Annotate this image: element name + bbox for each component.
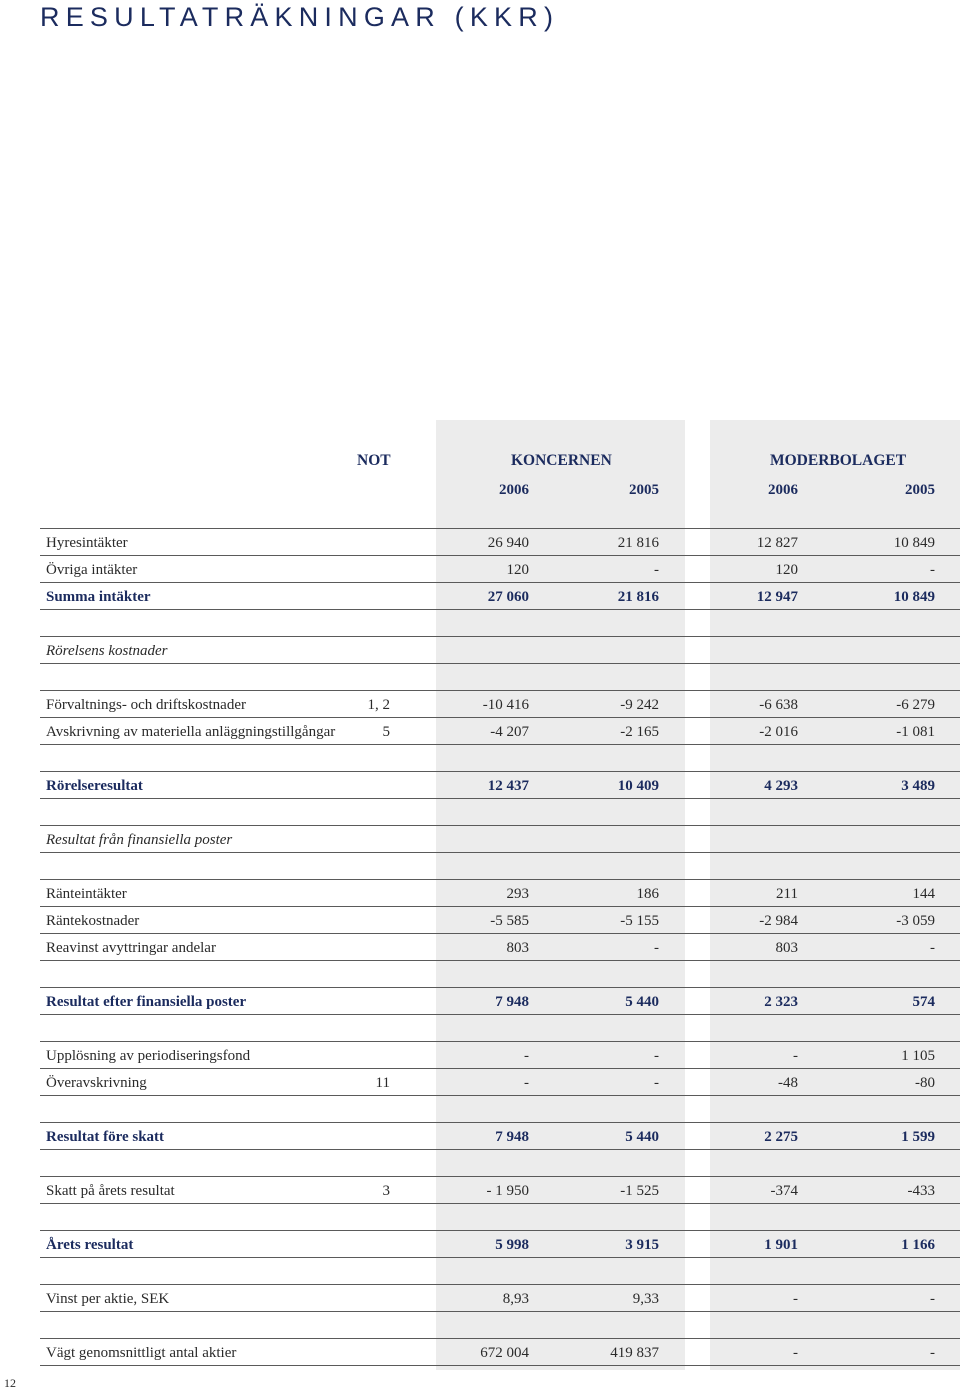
koncernen-2005-value: -1 525 [620,1183,659,1199]
koncernen-2006-value: 7 948 [495,994,529,1010]
moderbolaget-2005-value: -6 279 [896,697,935,713]
table-row [0,935,960,961]
row-label: Vinst per aktie, SEK [46,1291,170,1307]
moderbolaget-2006-value: -6 638 [759,697,798,713]
koncernen-2006-value: - 1 950 [486,1183,529,1199]
moderbolaget-2006-value: 4 293 [764,778,798,794]
koncernen-2005-value: 10 409 [617,778,659,794]
row-label: Rörelseresultat [46,778,143,794]
table-row [0,638,960,664]
moderbolaget-2005-value: -1 081 [896,724,935,740]
row-label: Reavinst avyttringar andelar [46,940,216,956]
koncernen-2005-value: 21 816 [617,589,659,605]
moderbolaget-2006-value: -48 [778,1075,798,1091]
moderbolaget-2006-value: 2 275 [764,1129,798,1145]
row-label: Resultat från finansiella poster [46,832,233,848]
table-row [0,692,960,718]
koncernen-column-header: KONCERNEN [511,452,612,469]
koncernen-2005-value: - [654,940,659,956]
row-label: Skatt på årets resultat [46,1183,175,1199]
not-column-header: NOT [357,452,391,469]
page-number: 12 [4,1376,16,1390]
table-divider [40,1176,960,1177]
row-label: Förvaltnings- och driftskostnader [46,697,246,713]
koncernen-2006-value: 672 004 [480,1345,529,1361]
row-note: 1, 2 [367,697,390,713]
table-row [0,1178,960,1204]
moderbolaget-2006-value: 12 827 [756,535,798,551]
koncernen-2005-value: -9 242 [620,697,659,713]
koncernen-2006-value: - [524,1075,529,1091]
koncernen-2005-value: 9,33 [632,1291,659,1307]
table-divider [40,1122,960,1123]
moderbolaget-2006-value: 1 901 [764,1237,798,1253]
moderbolaget-2005-value: 1 166 [901,1237,935,1253]
koncernen-2005-value: -2 165 [620,724,659,740]
moderbolaget-2005-value: - [930,1345,935,1361]
moderbolaget-2005-value: 10 849 [893,535,935,551]
moderbolaget-2006-value: -2 016 [759,724,798,740]
koncernen-2005-value: 419 837 [610,1345,659,1361]
table-row [0,1340,960,1366]
table-row [0,1070,960,1096]
table-divider [40,1041,960,1042]
koncernen-2006-value: 293 [506,886,529,902]
year-header-moderbolaget-2006: 2006 [768,482,798,498]
koncernen-2005-value: 21 816 [617,535,659,551]
moderbolaget-2006-value: 803 [775,940,798,956]
row-label: Årets resultat [46,1237,134,1253]
year-header-koncernen-2006: 2006 [499,482,529,498]
moderbolaget-2005-value: 1 105 [901,1048,935,1064]
koncernen-2006-value: 8,93 [502,1291,529,1307]
table-row [0,1124,960,1150]
table-divider [40,636,960,637]
koncernen-2005-value: 5 440 [625,1129,659,1145]
koncernen-2005-value: - [654,562,659,578]
moderbolaget-2006-value: - [793,1291,798,1307]
year-header-moderbolaget-2005: 2005 [905,482,935,498]
table-divider [40,1230,960,1231]
koncernen-2006-value: -4 207 [490,724,529,740]
koncernen-2005-value: 5 440 [625,994,659,1010]
table-divider [40,528,960,529]
table-row [0,908,960,934]
moderbolaget-2005-value: 1 599 [901,1129,935,1145]
moderbolaget-2006-value: -2 984 [759,913,798,929]
moderbolaget-2005-value: -433 [907,1183,935,1199]
page-title: RESULTATRÄKNINGAR (KKR) [40,2,560,32]
moderbolaget-2006-value: - [793,1048,798,1064]
table-row [0,989,960,1015]
moderbolaget-2005-value: 3 489 [901,778,935,794]
row-label: Resultat före skatt [46,1129,165,1145]
koncernen-2005-value: 3 915 [625,1237,659,1253]
table-divider [40,825,960,826]
row-note: 3 [382,1183,390,1199]
koncernen-2006-value: 5 998 [495,1237,529,1253]
table-divider [40,987,960,988]
row-label: Hyresintäkter [46,535,128,551]
row-label: Avskrivning av materiella anläggningstillgångar [46,724,336,740]
row-label: Övriga intäkter [46,562,138,578]
koncernen-2005-value: - [654,1075,659,1091]
table-divider [40,1284,960,1285]
moderbolaget-2006-value: 120 [775,562,798,578]
moderbolaget-2005-value: -3 059 [896,913,935,929]
koncernen-2005-value: -5 155 [620,913,659,929]
row-label: Räntekostnader [46,913,140,929]
row-label: Ränteintäkter [46,886,127,902]
row-label: Rörelsens kostnader [46,643,168,659]
moderbolaget-2006-value: - [793,1345,798,1361]
table-row [0,584,960,610]
moderbolaget-2005-value: -80 [915,1075,935,1091]
koncernen-2006-value: 27 060 [487,589,529,605]
koncernen-2006-value: 12 437 [487,778,529,794]
moderbolaget-2005-value: 574 [912,994,935,1010]
moderbolaget-2005-value: - [930,1291,935,1307]
row-note: 5 [382,724,390,740]
table-row [0,719,960,745]
row-label: Överavskrivning [46,1075,147,1091]
koncernen-2006-value: 26 940 [487,535,529,551]
table-row [0,1286,960,1312]
table-row [0,827,960,853]
koncernen-2005-value: - [654,1048,659,1064]
koncernen-2006-value: -10 416 [482,697,529,713]
row-label: Resultat efter finansiella poster [46,994,247,1010]
table-row [0,530,960,556]
koncernen-2006-value: 803 [506,940,529,956]
row-label: Vägt genomsnittligt antal aktier [46,1345,237,1361]
table-divider [40,1338,960,1339]
table-row [0,557,960,583]
row-note: 11 [375,1075,390,1091]
year-header-koncernen-2005: 2005 [629,482,659,498]
table-row [0,1043,960,1069]
row-label: Upplösning av periodiseringsfond [46,1048,251,1064]
koncernen-2006-value: 120 [506,562,529,578]
koncernen-2006-value: -5 585 [490,913,529,929]
koncernen-2006-value: 7 948 [495,1129,529,1145]
moderbolaget-2005-value: - [930,562,935,578]
moderbolaget-2005-value: - [930,940,935,956]
table-row [0,881,960,907]
moderbolaget-2005-value: 144 [912,886,935,902]
row-label: Summa intäkter [46,589,151,605]
table-row [0,1232,960,1258]
moderbolaget-column-header: MODERBOLAGET [770,452,907,469]
moderbolaget-2006-value: 2 323 [764,994,798,1010]
table-divider [40,771,960,772]
koncernen-2006-value: - [524,1048,529,1064]
table-row [0,773,960,799]
moderbolaget-2006-value: -374 [770,1183,798,1199]
moderbolaget-2006-value: 211 [776,886,798,902]
moderbolaget-2006-value: 12 947 [756,589,798,605]
table-divider [40,690,960,691]
koncernen-2005-value: 186 [636,886,659,902]
table-divider [40,879,960,880]
moderbolaget-2005-value: 10 849 [893,589,935,605]
